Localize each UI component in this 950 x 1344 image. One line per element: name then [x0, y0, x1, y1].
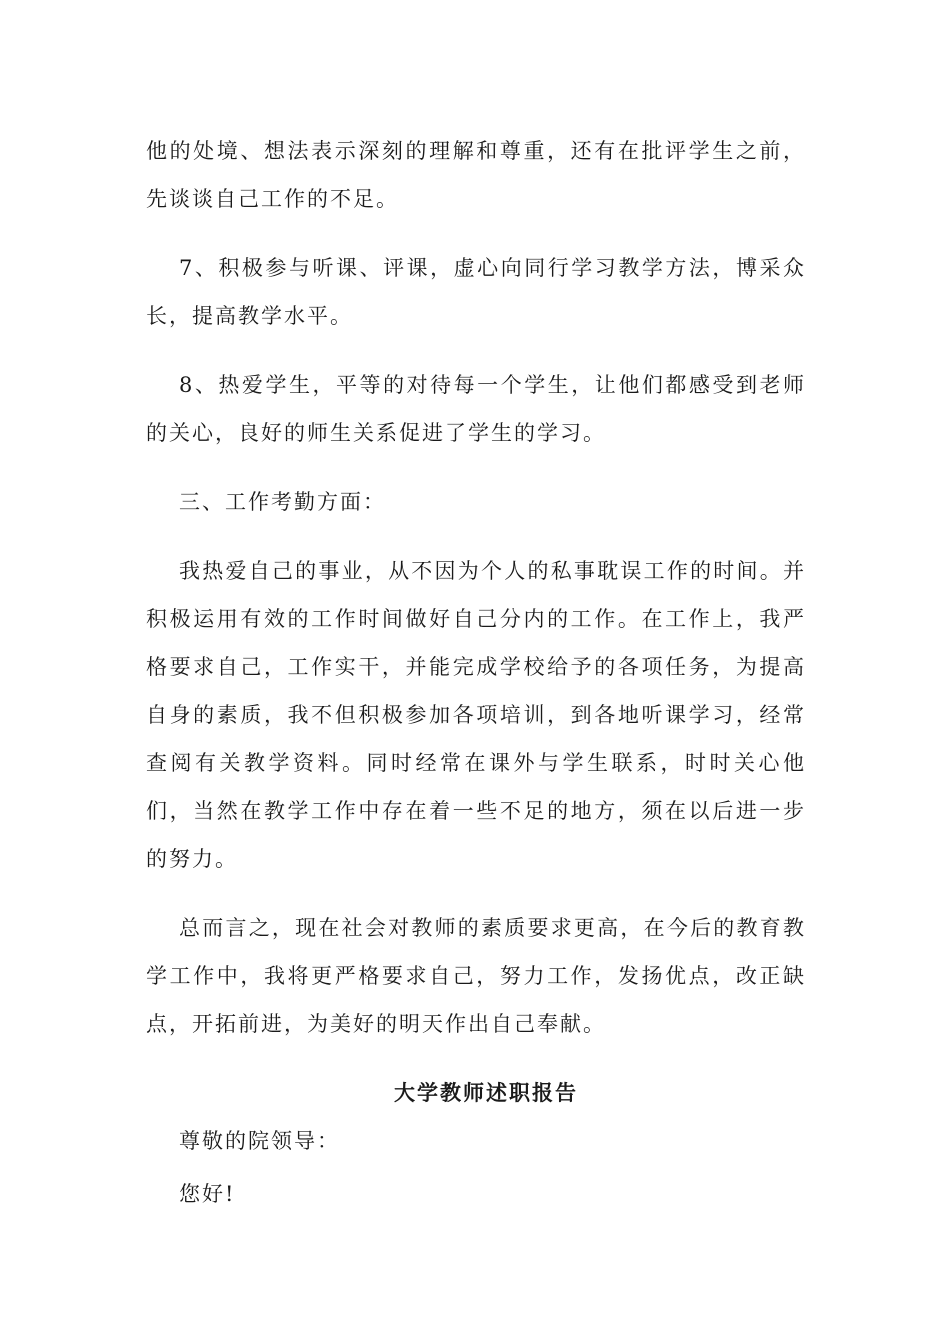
paragraph-continuation: 他的处境、想法表示深刻的理解和尊重，还有在批评学生之前，先谈谈自己工作的不足。 — [146, 139, 806, 211]
report-title: 大学教师述职报告 — [394, 1081, 578, 1105]
paragraph-item-8: 8、热爱学生，平等的对待每一个学生，让他们都感受到老师的关心，良好的师生关系促进了学生的学习。 — [146, 373, 806, 445]
section-heading-attendance: 三、工作考勤方面： — [179, 490, 386, 514]
salutation: 尊敬的院领导： — [179, 1129, 340, 1153]
document-body — [146, 127, 806, 1239]
paragraph-attendance: 我热爱自己的事业，从不因为个人的私事耽误工作的时间。并积极运用有效的工作时间做好自己分内的工作。在工作上，我严格要求自己，工作实干，并能完成学校给予的各项任务，为提高自身的素质，我不但积极参加各项培训，到各地听课学习，经常查阅有关教学资料。同时经常在课外与学生联系，时时关心他们，当然在教学工作中存在着一些不足的地方，须在以后进一步的努力。 — [146, 559, 806, 871]
paragraph-item-7: 7、积极参与听课、评课，虚心向同行学习教学方法，博采众长，提高教学水平。 — [146, 256, 806, 328]
paragraph-conclusion: 总而言之，现在社会对教师的素质要求更高，在今后的教育教学工作中，我将更严格要求自己，努力工作，发扬优点，改正缺点，开拓前进，为美好的明天作出自己奉献。 — [146, 916, 806, 1036]
greeting: 您好! — [179, 1182, 236, 1206]
